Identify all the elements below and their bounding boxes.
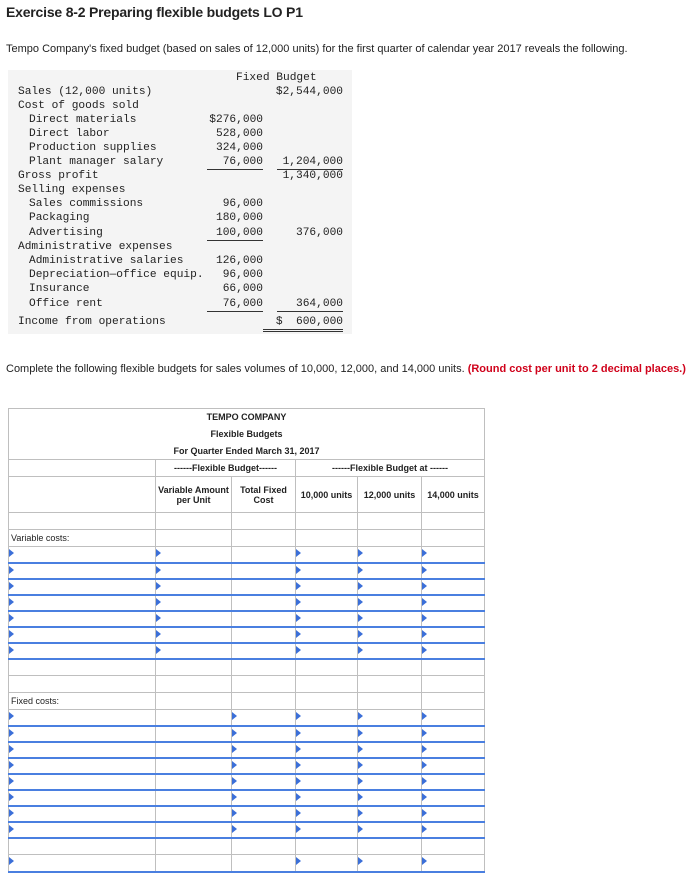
cell-input[interactable]	[232, 579, 296, 595]
fixed-budget-statement	[8, 70, 352, 334]
col-12000-units: 12,000 units	[358, 477, 422, 513]
cell-input[interactable]	[422, 790, 485, 806]
variable-cost-row-input[interactable]	[9, 563, 156, 579]
cell-input[interactable]	[156, 855, 232, 872]
cell-input[interactable]	[358, 659, 422, 676]
cell-input[interactable]	[156, 822, 232, 838]
fb-line-amount: 96,000	[222, 198, 263, 210]
blank-cell	[232, 530, 296, 547]
cell-input[interactable]	[232, 822, 296, 838]
cell-input[interactable]	[358, 774, 422, 790]
contribution-margin-input[interactable]	[9, 676, 156, 693]
sales-fixed-input[interactable]	[232, 513, 296, 530]
variable-cost-row-input[interactable]	[9, 643, 156, 659]
cell-input[interactable]	[358, 806, 422, 822]
fb-line-amount: 126,000	[216, 255, 263, 267]
fixed-cost-row-input[interactable]	[9, 710, 156, 726]
fb-line-label: Depreciation—office equip.	[29, 269, 204, 281]
fb-line-label: Production supplies	[29, 142, 157, 154]
cell-input[interactable]	[296, 595, 358, 611]
fb-line-label: Administrative salaries	[29, 255, 184, 267]
col-total-fixed-cost: Total Fixed Cost	[232, 477, 296, 513]
fb-line-total: 364,000	[277, 298, 343, 312]
fb-line-label: Selling expenses	[18, 184, 126, 196]
cell-input[interactable]	[358, 627, 422, 643]
fb-line-total: $2,544,000	[275, 86, 343, 98]
variable-costs-label: Variable costs:	[9, 530, 156, 547]
cell-input[interactable]	[156, 726, 232, 742]
fb-line-total: 1,340,000	[282, 170, 343, 182]
cell-input[interactable]	[422, 838, 485, 855]
cell-input[interactable]	[296, 611, 358, 627]
cell-input[interactable]	[232, 758, 296, 774]
income-row-input[interactable]	[9, 855, 156, 872]
cell-input[interactable]	[422, 611, 485, 627]
variable-cost-row-input[interactable]	[9, 579, 156, 595]
cell-input[interactable]	[156, 595, 232, 611]
cell-input[interactable]	[422, 758, 485, 774]
cell-input[interactable]	[358, 726, 422, 742]
cell-input[interactable]	[296, 643, 358, 659]
cell-input[interactable]	[156, 627, 232, 643]
cell-input[interactable]	[296, 547, 358, 563]
cell-input[interactable]	[156, 676, 232, 693]
fb-line-label: Cost of goods sold	[18, 100, 139, 112]
cell-input[interactable]	[296, 806, 358, 822]
flexible-budget-table	[8, 408, 485, 873]
cell-input[interactable]	[358, 758, 422, 774]
fb-line-label: Direct labor	[29, 128, 110, 140]
fixed-budget-header: Fixed Budget	[236, 72, 317, 84]
fb-line-amount: 528,000	[216, 128, 263, 140]
total-fixed-costs-input[interactable]	[9, 838, 156, 855]
cell-input[interactable]	[422, 676, 485, 693]
cell-input[interactable]	[296, 676, 358, 693]
cell-input[interactable]	[232, 611, 296, 627]
question-main: Complete the following flexible budgets for sales volumes of 10,000, 12,000, and 14,000 units.	[6, 363, 465, 375]
total-variable-costs-input[interactable]	[9, 659, 156, 676]
fb-line-amount: 76,000	[207, 298, 263, 312]
blank-cell	[422, 530, 485, 547]
cell-input[interactable]	[358, 611, 422, 627]
exercise-title: Exercise 8-2 Preparing flexible budgets LO P1	[6, 4, 303, 20]
cell-input[interactable]	[156, 838, 232, 855]
cell-input[interactable]	[296, 774, 358, 790]
cell-input[interactable]	[296, 710, 358, 726]
cell-input[interactable]	[422, 742, 485, 758]
blank-cell	[232, 693, 296, 710]
cell-input[interactable]	[358, 855, 422, 872]
fb-line-total: 376,000	[296, 227, 343, 239]
cell-input[interactable]	[232, 838, 296, 855]
cell-input[interactable]	[422, 595, 485, 611]
col-10000-units: 10,000 units	[296, 477, 358, 513]
fixed-cost-row-input[interactable]	[9, 790, 156, 806]
cell-input[interactable]	[156, 547, 232, 563]
blank-cell	[9, 460, 156, 477]
group-flexible-budget-at: ------Flexible Budget at ------	[296, 460, 485, 477]
cell-input[interactable]	[358, 838, 422, 855]
fb-line-label: Insurance	[29, 283, 90, 295]
cell-input[interactable]	[422, 806, 485, 822]
fb-line-amount: $276,000	[209, 114, 263, 126]
fb-line-label: Office rent	[29, 298, 103, 310]
sales-10000-input[interactable]	[296, 513, 358, 530]
cell-input[interactable]	[232, 742, 296, 758]
report-period: For Quarter Ended March 31, 2017	[9, 443, 485, 460]
cell-input[interactable]	[156, 579, 232, 595]
col-variable-amount-per-unit: Variable Amount per Unit	[156, 477, 232, 513]
cell-input[interactable]	[358, 563, 422, 579]
variable-cost-row-input[interactable]	[9, 627, 156, 643]
cell-input[interactable]	[232, 643, 296, 659]
fixed-cost-row-input[interactable]	[9, 758, 156, 774]
cell-input[interactable]	[296, 659, 358, 676]
cell-input[interactable]	[156, 659, 232, 676]
cell-input[interactable]	[156, 774, 232, 790]
fb-line-label: Gross profit	[18, 170, 99, 182]
cell-input[interactable]	[296, 822, 358, 838]
cell-input[interactable]	[358, 790, 422, 806]
blank-cell	[422, 693, 485, 710]
cell-input[interactable]	[232, 710, 296, 726]
blank-cell	[296, 693, 358, 710]
variable-cost-row-input[interactable]	[9, 595, 156, 611]
fixed-cost-row-input[interactable]	[9, 806, 156, 822]
blank-cell	[9, 477, 156, 513]
fb-line-amount: 96,000	[222, 269, 263, 281]
cell-input[interactable]	[358, 676, 422, 693]
fb-line-amount: 100,000	[207, 227, 263, 241]
cell-input[interactable]	[296, 790, 358, 806]
fb-line-amount: 324,000	[216, 142, 263, 154]
cell-input[interactable]	[296, 627, 358, 643]
cell-input[interactable]	[296, 726, 358, 742]
fixed-costs-label: Fixed costs:	[9, 693, 156, 710]
cell-input[interactable]	[156, 806, 232, 822]
cell-input[interactable]	[422, 774, 485, 790]
cell-input[interactable]	[358, 579, 422, 595]
cell-input[interactable]	[156, 563, 232, 579]
cell-input[interactable]	[422, 822, 485, 838]
fixed-cost-row-input[interactable]	[9, 822, 156, 838]
cell-input[interactable]	[358, 710, 422, 726]
cell-input[interactable]	[232, 676, 296, 693]
col-14000-units: 14,000 units	[422, 477, 485, 513]
cell-input[interactable]	[156, 790, 232, 806]
cell-input[interactable]	[422, 579, 485, 595]
cell-input[interactable]	[358, 643, 422, 659]
cell-input[interactable]	[296, 563, 358, 579]
fb-line-label: Sales commissions	[29, 198, 144, 210]
fb-line-total: 1,204,000	[277, 156, 343, 170]
cell-input[interactable]	[156, 643, 232, 659]
fixed-cost-row-input[interactable]	[9, 726, 156, 742]
cell-input[interactable]	[232, 806, 296, 822]
cell-input[interactable]	[232, 627, 296, 643]
fb-line-label: Income from operations	[18, 316, 166, 328]
cell-input[interactable]	[422, 726, 485, 742]
cell-input[interactable]	[422, 855, 485, 872]
fb-line-label: Administrative expenses	[18, 241, 173, 253]
fb-line-total: $ 600,000	[263, 316, 343, 332]
blank-cell	[156, 693, 232, 710]
cell-input[interactable]	[422, 659, 485, 676]
question-note: (Round cost per unit to 2 decimal places.)	[467, 363, 686, 375]
cell-input[interactable]	[232, 855, 296, 872]
sales-14000-input[interactable]	[422, 513, 485, 530]
fb-line-amount: 180,000	[216, 212, 263, 224]
cell-input[interactable]	[296, 758, 358, 774]
cell-input[interactable]	[156, 611, 232, 627]
question-text	[6, 363, 686, 376]
fb-line-amount: 76,000	[207, 156, 263, 170]
cell-input[interactable]	[232, 595, 296, 611]
cell-input[interactable]	[422, 627, 485, 643]
cell-input[interactable]	[156, 710, 232, 726]
cell-input[interactable]	[232, 547, 296, 563]
sales-var-input[interactable]	[156, 513, 232, 530]
cell-input[interactable]	[296, 742, 358, 758]
blank-cell	[156, 530, 232, 547]
fb-line-label: Plant manager salary	[29, 156, 164, 168]
fb-line-label: Packaging	[29, 212, 90, 224]
cell-input[interactable]	[296, 579, 358, 595]
cell-input[interactable]	[232, 726, 296, 742]
cell-input[interactable]	[156, 758, 232, 774]
cell-input[interactable]	[232, 790, 296, 806]
variable-cost-row-input[interactable]	[9, 611, 156, 627]
cell-input[interactable]	[296, 855, 358, 872]
fb-line-label: Sales (12,000 units)	[18, 86, 153, 98]
company-name: TEMPO COMPANY	[9, 409, 485, 426]
report-name: Flexible Budgets	[9, 426, 485, 443]
cell-input[interactable]	[422, 563, 485, 579]
cell-input[interactable]	[358, 822, 422, 838]
cell-input[interactable]	[422, 710, 485, 726]
cell-input[interactable]	[422, 547, 485, 563]
cell-input[interactable]	[232, 659, 296, 676]
variable-cost-row-input[interactable]	[9, 547, 156, 563]
cell-input[interactable]	[358, 742, 422, 758]
group-flexible-budget: ------Flexible Budget------	[156, 460, 296, 477]
cell-input[interactable]	[232, 774, 296, 790]
cell-input[interactable]	[422, 643, 485, 659]
cell-input[interactable]	[358, 547, 422, 563]
fb-line-amount: 66,000	[222, 283, 263, 295]
intro-text: Tempo Company's fixed budget (based on sales of 12,000 units) for the first quarter of calendar year 2017 reveals the following.	[6, 43, 628, 55]
cell-input[interactable]	[232, 563, 296, 579]
cell-input[interactable]	[358, 595, 422, 611]
fixed-cost-row-input[interactable]	[9, 742, 156, 758]
blank-cell	[358, 693, 422, 710]
fb-line-label: Advertising	[29, 227, 103, 239]
sales-12000-input[interactable]	[358, 513, 422, 530]
fb-line-label: Direct materials	[29, 114, 137, 126]
cell-input[interactable]	[156, 742, 232, 758]
blank-cell	[296, 530, 358, 547]
sales-label-input[interactable]	[9, 513, 156, 530]
fixed-cost-row-input[interactable]	[9, 774, 156, 790]
cell-input[interactable]	[296, 838, 358, 855]
blank-cell	[358, 530, 422, 547]
